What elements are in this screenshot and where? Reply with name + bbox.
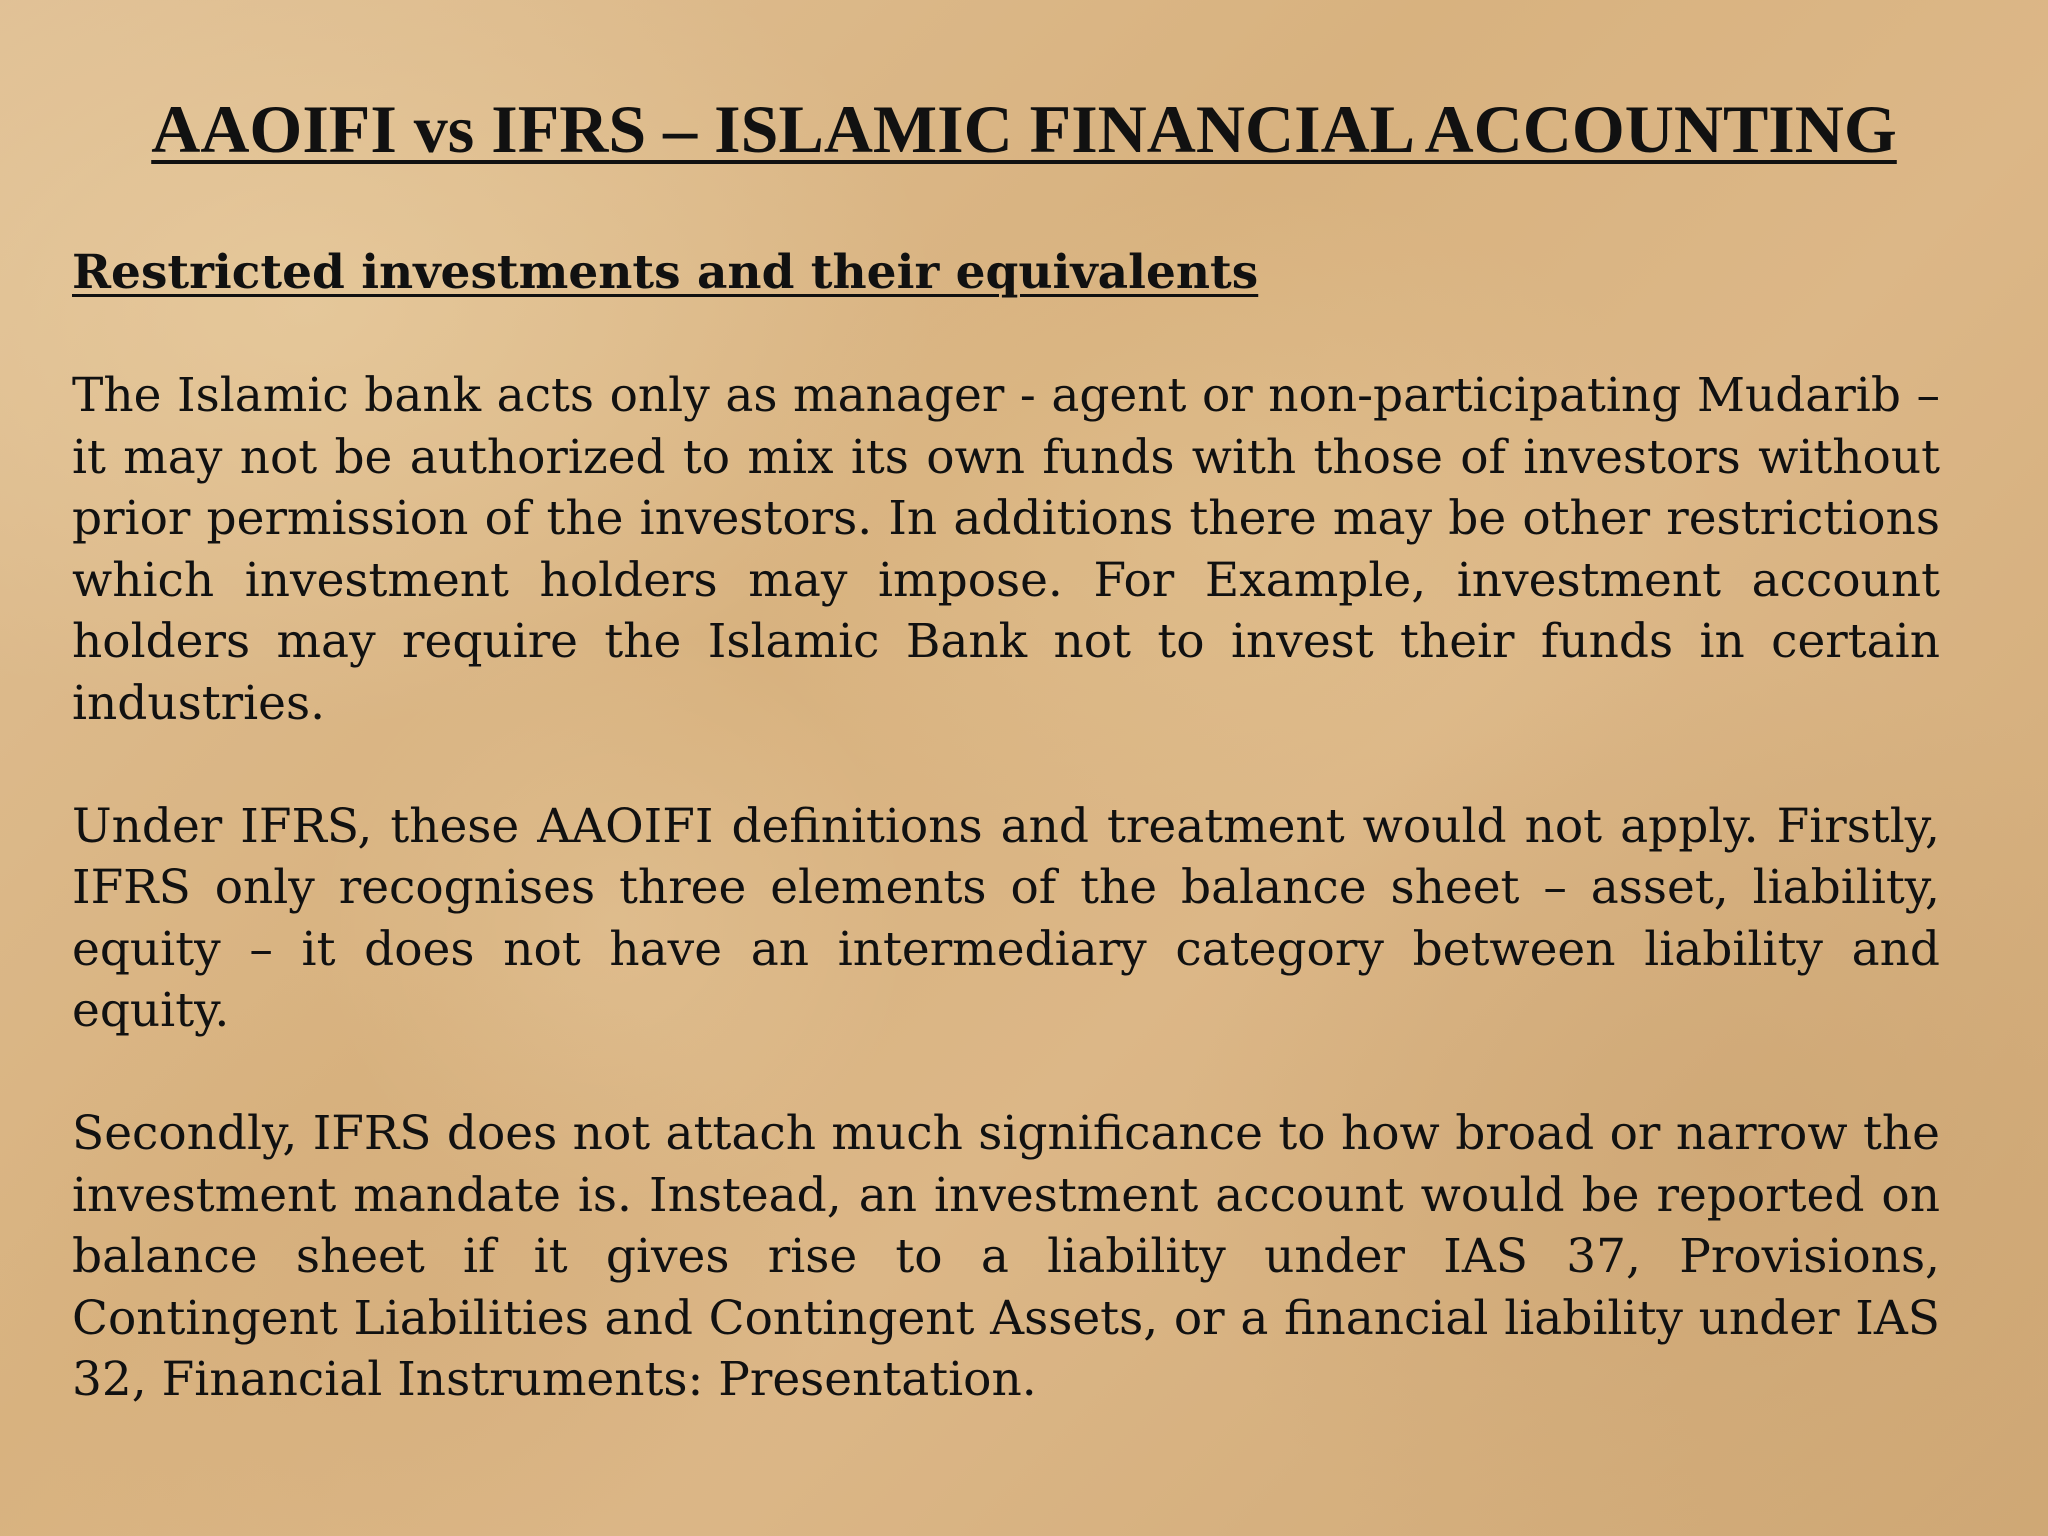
paragraph-mudarib: The Islamic bank acts only as manager - agent or non-participating Mudarib – it may not be authorized to mix its own funds with those of investors without prior permission of the investors. In additions there may be other restrictions which investment holders may impose. For Example, investment account holders may require the Islamic Bank not to invest their funds in certain industries. xyxy=(72,368,1940,731)
paragraph-ifrs-elements: Under IFRS, these AAOIFI definitions and treatment would not apply. Firstly, IFRS only recognises three elements of the balance sheet – asset, liability, equity – it does not have an intermediary category between liability and equity. xyxy=(72,798,1940,1038)
slide-title: AAOIFI vs IFRS – ISLAMIC FINANCIAL ACCOUNTING xyxy=(151,91,1897,167)
slide-content xyxy=(72,242,1940,1411)
paragraph-investment-mandate: Secondly, IFRS does not attach much significance to how broad or narrow the investment mandate is. Instead, an investment account would be reported on balance sheet if it gives rise to a liability under IAS 37, Provisions, Contingent Liabilities and Contingent Assets, or a financial liability under IAS 32, Financial Instruments: Presentation. xyxy=(72,1106,1940,1407)
section-heading: Restricted investments and their equivalents xyxy=(72,245,1259,300)
